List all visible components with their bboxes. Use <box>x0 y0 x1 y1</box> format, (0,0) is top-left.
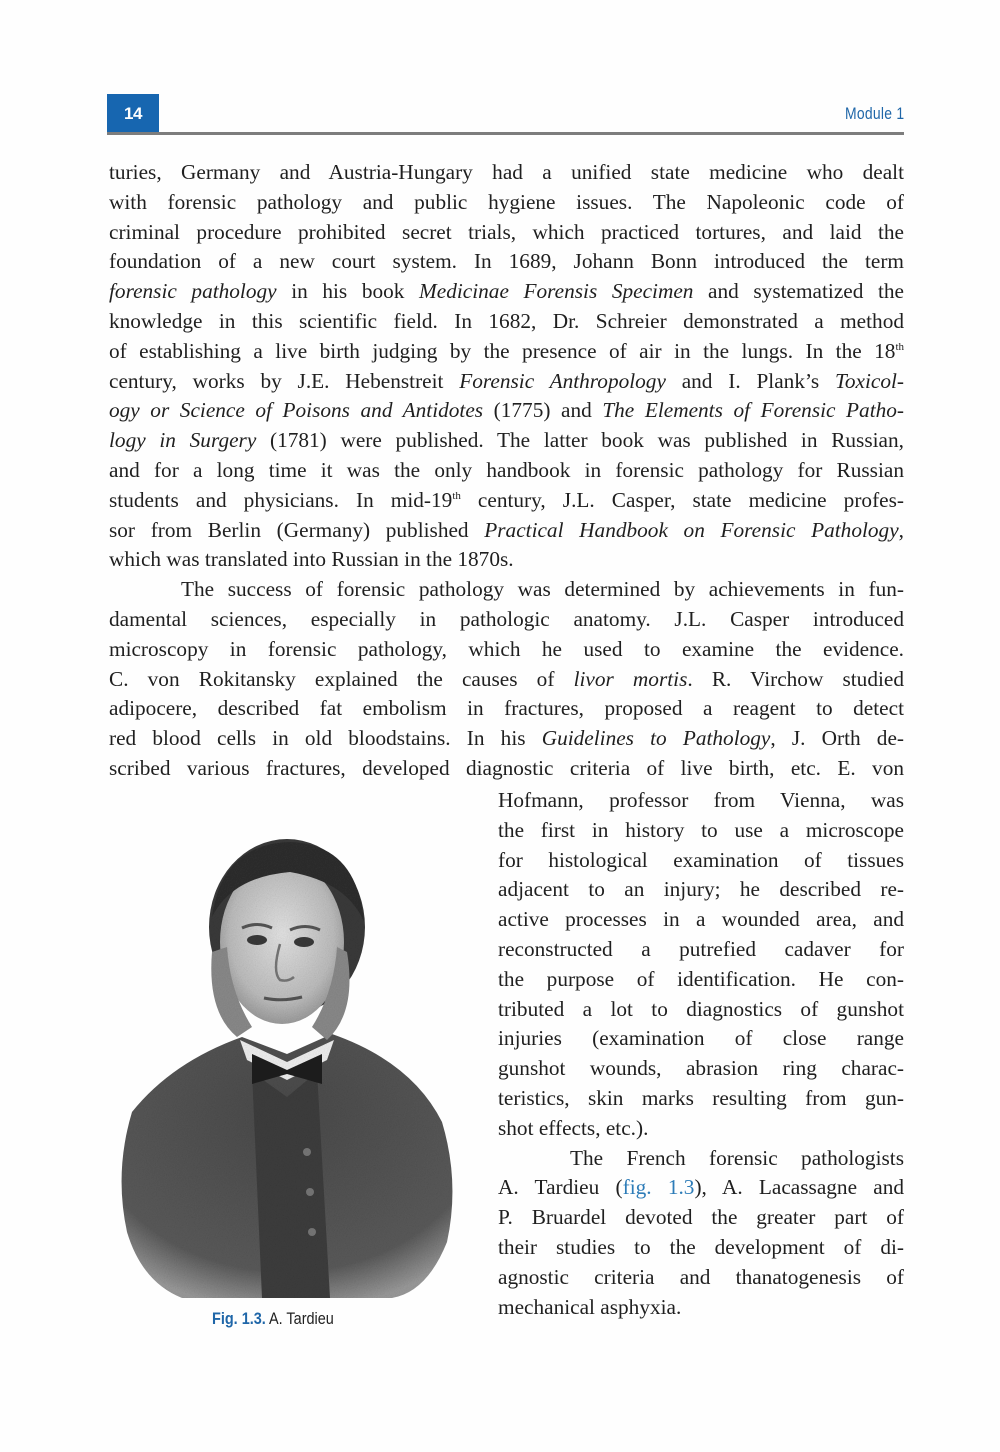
text-line: active processes in a wounded area, and <box>498 907 904 932</box>
text-line: The French forensic pathologists <box>570 1145 904 1170</box>
book-title-italic: Medicinae Forensis Specimen <box>419 279 694 304</box>
body-text-full-width <box>109 158 904 784</box>
book-title-italic: Toxicol- <box>834 368 904 393</box>
portrait-figure <box>112 822 458 1298</box>
text-line: and for a long time it was the only handbook in forensic pathology for Russian <box>109 457 904 482</box>
book-title-italic: ogy or Science of Poisons and Antidotes <box>109 398 484 423</box>
text-line: the first in history to use a microscope <box>498 817 904 842</box>
book-title-italic: Forensic Anthropology <box>459 368 666 393</box>
figure-label: Fig. 1.3. <box>212 1309 266 1328</box>
text-line: injuries (examination of close range <box>498 1026 904 1051</box>
text-line: A. Tardieu (fig. 1.3), A. Lacassagne and <box>498 1175 905 1200</box>
book-title-italic: Guidelines to Pathology <box>541 726 771 751</box>
text-line: adjacent to an injury; he described re- <box>498 877 904 902</box>
text-line: sor from Berlin (Germany) published Practical Handbook on Forensic Pathology, <box>109 517 904 542</box>
text-line: century, works by J.E. Hebenstreit Forensic Anthropology and I. Plank’s Toxicol- <box>109 368 904 393</box>
book-title-italic: logy in Surgery <box>109 428 257 453</box>
text-line: with forensic pathology and public hygiene issues. The Napoleonic code of <box>109 189 904 214</box>
header-rule <box>107 132 904 135</box>
text-line: students and physicians. In mid-19th century, J.L. Casper, state medicine profes- <box>109 487 904 512</box>
text-line: reconstructed a putrefied cadaver for <box>498 936 904 961</box>
text-line: of establishing a live birth judging by the presence of air in the lungs. In the 18th <box>109 338 904 363</box>
text-line: P. Bruardel devoted the greater part of <box>498 1205 904 1230</box>
text-line: criminal procedure prohibited secret trials, which practiced tortures, and laid the <box>109 219 904 244</box>
page-number-badge: 14 <box>107 94 159 134</box>
book-title-italic: Practical Handbook on Forensic Pathology <box>484 517 899 542</box>
text-line: shot effects, etc.). <box>498 1115 649 1140</box>
text-line: Hofmann, professor from Vienna, was <box>498 788 904 812</box>
text-line: their studies to the development of di- <box>498 1234 904 1259</box>
term-italic: livor mortis <box>573 666 688 691</box>
figure-caption <box>212 1309 334 1329</box>
page-header <box>107 94 904 136</box>
text-line: the purpose of identification. He con- <box>498 966 904 991</box>
text-line: The success of forensic pathology was determined by achievements in fun- <box>181 577 904 602</box>
text-line: damental sciences, especially in pathologic anatomy. J.L. Casper introduced <box>109 606 904 631</box>
text-line: which was translated into Russian in the 1870s. <box>109 547 514 572</box>
portrait-image <box>112 822 458 1298</box>
text-line: tributed a lot to diagnostics of gunshot <box>498 996 904 1021</box>
text-line: C. von Rokitansky explained the causes of livor mortis. R. Virchow studied <box>109 666 904 691</box>
book-title-italic: The Elements of Forensic Patho- <box>602 398 905 423</box>
text-line: logy in Surgery (1781) were published. The latter book was published in Russian, <box>109 428 904 453</box>
text-line: red blood cells in old bloodstains. In his Guidelines to Pathology, J. Orth de- <box>109 726 905 751</box>
text-line: agnostic criteria and thanatogenesis of <box>498 1264 904 1289</box>
text-line: microscopy in forensic pathology, which he used to examine the evidence. <box>109 636 904 661</box>
text-line: mechanical asphyxia. <box>498 1294 682 1319</box>
text-line: gunshot wounds, abrasion ring charac- <box>498 1056 904 1081</box>
body-text-column <box>498 786 904 1322</box>
text-line: adipocere, described fat embolism in fractures, proposed a reagent to detect <box>109 696 904 721</box>
text-line: knowledge in this scientific field. In 1682, Dr. Schreier demonstrated a method <box>109 308 904 333</box>
text-line: forensic pathology in his book Medicinae Forensis Specimen and systematized the <box>109 279 904 304</box>
figure-reference-link[interactable]: fig. 1.3 <box>622 1175 695 1200</box>
book-term-italic: forensic pathology <box>109 279 277 304</box>
text-line: foundation of a new court system. In 1689, Johann Bonn introduced the term <box>109 249 904 274</box>
text-line: scribed various fractures, developed diagnostic criteria of live birth, etc. E. von <box>109 755 904 780</box>
text-line: turies, Germany and Austria-Hungary had a unified state medicine who dealt <box>109 160 904 184</box>
text-line: ogy or Science of Poisons and Antidotes (1775) and The Elements of Forensic Patho- <box>109 398 905 423</box>
text-line: for histological examination of tissues <box>498 847 904 872</box>
text-line: teristics, skin marks resulting from gun- <box>498 1085 904 1110</box>
running-head-section: Module 1 <box>844 104 904 123</box>
figure-caption-text: A. Tardieu <box>269 1309 334 1328</box>
